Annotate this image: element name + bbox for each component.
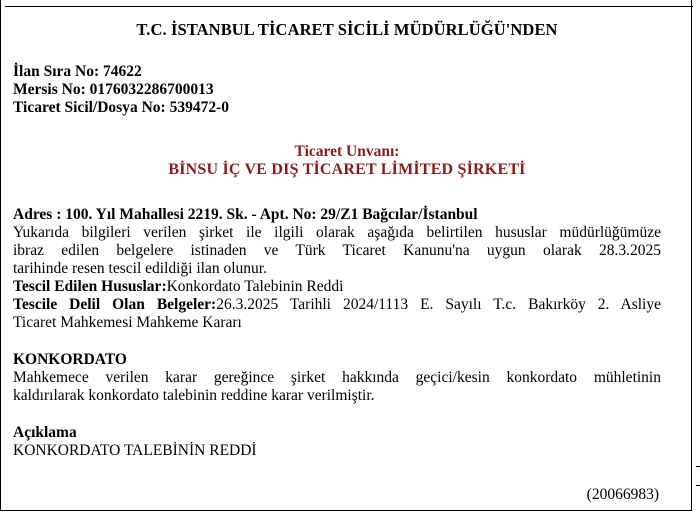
evidence-documents-line-1: 26.3.2025 Tarihli 2024/1113 E. Sayılı T.c. Bakırköy 2. Asliye — [216, 296, 661, 313]
trade-name-label: Ticaret Unvanı: — [294, 143, 400, 160]
registered-matters-label: Tescil Edilen Hususlar: — [13, 278, 167, 295]
konkordato-line-1: Mahkemece verilen karar gereğince şirket hakkında geçici/kesin konkordato mühletinin — [13, 369, 661, 386]
notice-body — [13, 206, 661, 460]
ilan-sira-no: İlan Sıra No: 74622 — [13, 63, 142, 80]
ticaret-sicil-no: Ticaret Sicil/Dosya No: 539472-0 — [13, 99, 229, 116]
konkordato-heading: KONKORDATO — [13, 351, 127, 368]
aciklama-heading: Açıklama — [13, 424, 77, 441]
evidence-documents — [13, 296, 661, 314]
evidence-documents-label: Tescile Delil Olan Belgeler: — [13, 296, 217, 313]
reference-number: (20066983) — [586, 486, 659, 503]
mersis-no: Mersis No: 0176032286700013 — [13, 81, 214, 98]
trade-name-block — [1, 143, 693, 179]
notice-header: T.C. İSTANBUL TİCARET SİCİLİ MÜDÜRLÜĞÜ'NDEN — [136, 20, 558, 39]
evidence-documents-line-2: Ticaret Mahkemesi Mahkeme Kararı — [13, 314, 242, 331]
intro-line-3: tarihinde resen tescil edildiği ilan olunur. — [13, 260, 267, 277]
address: Adres : 100. Yıl Mahallesi 2219. Sk. - Apt. No: 29/Z1 Bağcılar/İstanbul — [13, 206, 478, 223]
notice-identifiers — [13, 63, 229, 117]
registered-matters-value: Konkordato Talebinin Reddi — [166, 278, 344, 295]
header-rule — [5, 6, 693, 7]
margin-mark — [696, 466, 700, 467]
company-name: BİNSU İÇ VE DIŞ TİCARET LİMİTED ŞİRKETİ — [168, 161, 526, 178]
intro-line-1: Yukarıda bilgileri verilen şirket ile ilgili olarak aşağıda belirtilen hususlar müdürlüğümüze — [13, 224, 661, 241]
registered-matters — [13, 278, 661, 296]
konkordato-line-2: kaldırılarak konkordato talebinin reddine karar verilmiştir. — [13, 387, 375, 404]
intro-line-2: ibraz edilen belgelere istinaden ve Türk Ticaret Kanunu'na uygun olarak 28.3.2025 — [13, 242, 661, 259]
margin-mark — [696, 485, 700, 486]
aciklama-text: KONKORDATO TALEBİNİN REDDİ — [13, 442, 257, 459]
